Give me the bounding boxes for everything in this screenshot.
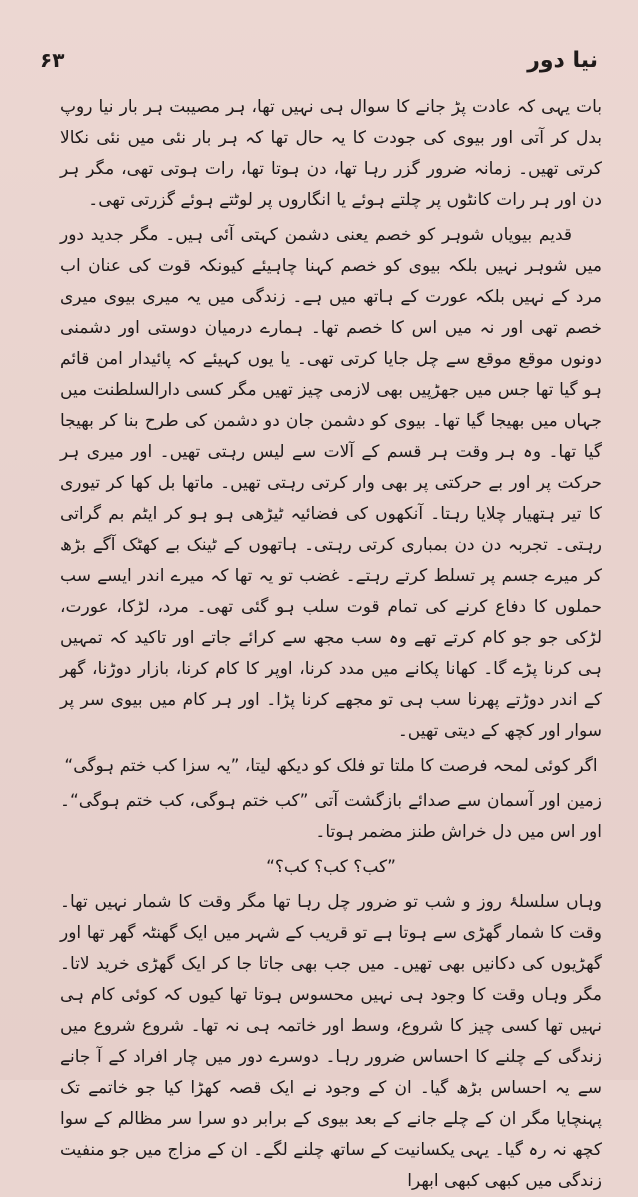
paragraph-3: زمین اور آسمان سے صدائے بازگشت آتی ”کب ختم ہوگی، کب ختم ہوگی“۔ اور اس میں دل خراش طنز مضمر ہوتا۔ bbox=[60, 791, 602, 842]
running-head-title: نیا دور bbox=[527, 47, 598, 73]
paragraph-4: وہاں سلسلۂ روز و شب تو ضرور چل رہا تھا مگر وقت کا شمار نہیں تھا۔ وقت کا شمار گھڑی سے ہوتا ہے تو قریب کے شہر میں ایک گھنٹہ گھر تھا اور گھڑیوں کی دکانیں بھی تھیں۔ میں جب بھی جاتا جا کر ایک گھڑی خرید لاتا۔ مگر وہاں وقت کا وجود ہی نہیں محسوس ہوتا تھا کیوں کہ کوئی کام ہی نہیں تھا کسی چیز کا شروع، وسط اور خاتمہ ہی نہ تھا۔ شروع شروع میں زندگی کے چلنے کا احساس ضرور رہا۔ دوسرے دور میں چار افراد کے آ جانے سے یہ احساس بڑھ گیا۔ ان کے وجود نے ایک قصہ کھڑا کیا جو خاتمے تک پہنچایا مگر ان کے چلے جانے کے بعد بیوی کے برابر دو سرا سر مظالم کے سوا کچھ نہ رہ گیا۔ یہی یکسانیت کے ساتھ چلنے لگے۔ ان کے مزاج میں جو منفیت زندگی میں کبھی کبھی ابھرا bbox=[60, 892, 602, 1191]
page-header bbox=[40, 40, 598, 80]
question-line: ”کب؟ کب؟ کب؟“ bbox=[266, 857, 396, 877]
page-body bbox=[60, 92, 602, 1191]
paragraph-1: بات یہی کہ عادت پڑ جانے کا سوال ہی نہیں تھا، ہر مصیبت ہر بار نیا روپ بدل کر آتی اور بیوی کی جودت کا یہ حال تھا کہ ہر بار نئی میں نئی نکالا کرتی تھیں۔ زمانہ ضرور گزر رہا تھا، دن ہوتا تھا، رات ہوتی تھی، مگر ہر دن اور ہر رات کانٹوں پر چلتے ہوئے یا انگاروں پر لوٹتے ہوئے گزرتی تھی۔ bbox=[60, 97, 602, 210]
paragraph-2: قدیم بیویاں شوہر کو خصم یعنی دشمن کہتی آئی ہیں۔ مگر جدید دور میں شوہر نہیں بلکہ بیوی کو خصم کہنا چاہیئے کیونکہ قوت کی عنان اب مرد کے نہیں بلکہ عورت کے ہاتھ میں ہے۔ زندگی میں یہ میری بیوی میری خصم تھی اور نہ میں اس کا خصم تھا۔ ہمارے درمیان دوستی اور دشمنی دونوں موقع موقع سے چل جایا کرتی تھی۔ یا یوں کہیئے کہ پائیدار امن قائم ہو گیا تھا جس میں جھڑپیں بھی لازمی چیز تھیں مگر کسی دارالسلطنت میں جہاں میں بھیجا گیا تھا۔ بیوی کو دشمن جان دو دشمن کی طرح بنا کر بھیجا گیا تھا۔ وہ ہر وقت ہر قسم کے آلات سے لیس رہتی تھیں۔ اور میری ہر حرکت پر اور بے حرکتی پر بھی وار کرتی رہتی تھیں۔ ماتھا بل کھا کر تیوری کا تیر ہتھیار چلایا رہتا۔ آنکھوں کی فضائیہ ٹیڑھی ہو ہو کر ایٹم بم گراتی رہتی۔ تجربہ دن دن بمباری کرتی رہتی۔ ہاتھوں کے ٹینک بے کھٹک آگے بڑھ کر میرے جسم پر تسلط کرتے رہتے۔ غضب تو یہ تھا کہ میرے اندر ایسے سب حملوں کا دفاع کرنے کی تمام قوت سلب ہو گئی تھی۔ مرد، لڑکا، عورت، لڑکی جو جو کام کرتے تھے وہ سب مجھ سے کرائے جاتے اور تاکید کہ تمہیں ہی کرنا پڑے گا۔ کھانا پکانے میں مدد کرنا، اوپر کا کام کرنا، بازار دوڑنا، گھر کے اندر دوڑتے پھرنا سب ہی تو مجھے کرنا پڑا۔ اور ہر کام میں بیوی سر پر سوار اور کچھ کے دیتی تھیں۔ bbox=[60, 225, 602, 741]
page-number: ۶۳ bbox=[40, 48, 65, 72]
verse-line: اگر کوئی لمحہ فرصت کا ملتا تو فلک کو دیکھ لیتا، ”یہ سزا کب ختم ہوگی“ bbox=[64, 756, 598, 776]
